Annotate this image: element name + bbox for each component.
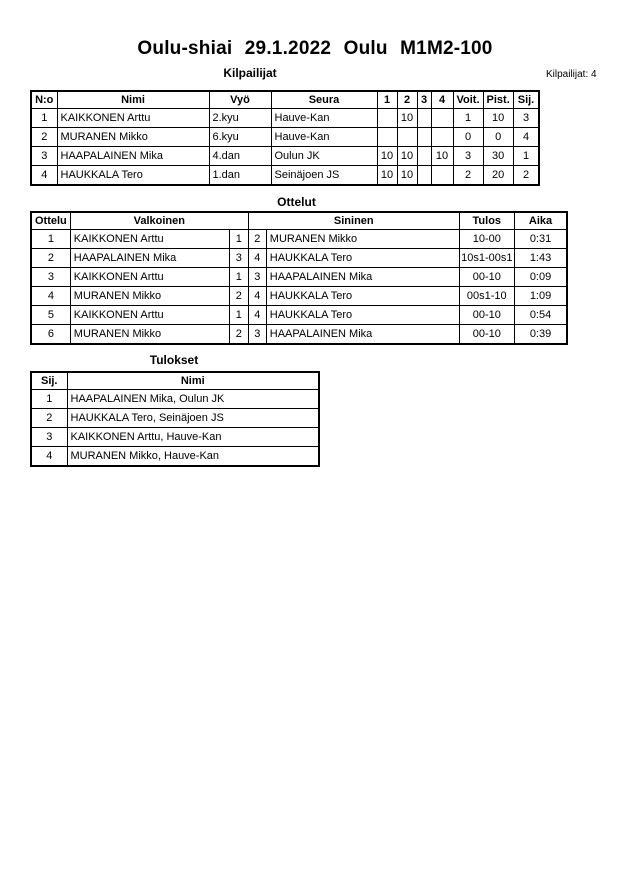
table-row xyxy=(31,166,539,186)
cell-voit: 1 xyxy=(453,109,483,128)
cell-sininen: HAAPALAINEN Mika xyxy=(266,268,459,287)
cell-aika: 0:31 xyxy=(514,230,567,249)
table-row xyxy=(31,268,567,287)
cell-1: 10 xyxy=(377,147,397,166)
cell-1 xyxy=(377,128,397,147)
cell-white-no: 1 xyxy=(229,230,248,249)
cell-aika: 0:39 xyxy=(514,325,567,345)
cell-tulos: 00-10 xyxy=(459,268,514,287)
cell-ottelu: 6 xyxy=(31,325,70,345)
cell-sininen: MURANEN Mikko xyxy=(266,230,459,249)
cell-sininen: HAUKKALA Tero xyxy=(266,306,459,325)
col-header-no: N:o xyxy=(31,91,57,109)
cell-valkoinen: KAIKKONEN Arttu xyxy=(70,230,229,249)
cell-nimi: KAIKKONEN Arttu xyxy=(57,109,209,128)
cell-4 xyxy=(431,109,453,128)
cell-tulos: 00-10 xyxy=(459,306,514,325)
cell-pist: 20 xyxy=(483,166,513,186)
cell-tulos: 00-10 xyxy=(459,325,514,345)
cell-aika: 0:09 xyxy=(514,268,567,287)
cell-sij: 1 xyxy=(513,147,539,166)
col-header-seura: Seura xyxy=(271,91,377,109)
cell-4 xyxy=(431,128,453,147)
col-header-2: 2 xyxy=(397,91,417,109)
cell-2 xyxy=(397,128,417,147)
cell-blue-no: 4 xyxy=(248,249,266,268)
page-title: Oulu-shiai 29.1.2022 Oulu M1M2-100 xyxy=(137,38,493,59)
cell-sij: 4 xyxy=(513,128,539,147)
table-row xyxy=(31,409,319,428)
cell-blue-no: 4 xyxy=(248,306,266,325)
cell-3 xyxy=(417,128,431,147)
cell-white-no: 1 xyxy=(229,268,248,287)
cell-ottelu: 2 xyxy=(31,249,70,268)
tulokset-table xyxy=(30,371,320,467)
cell-sij: 4 xyxy=(31,447,67,467)
cell-nimi: HAAPALAINEN Mika, Oulun JK xyxy=(67,390,319,409)
cell-white-no: 2 xyxy=(229,287,248,306)
cell-no: 2 xyxy=(31,128,57,147)
cell-2: 10 xyxy=(397,166,417,186)
cell-3 xyxy=(417,109,431,128)
table-row xyxy=(31,128,539,147)
cell-blue-no: 2 xyxy=(248,230,266,249)
cell-ottelu: 1 xyxy=(31,230,70,249)
cell-pist: 30 xyxy=(483,147,513,166)
cell-no: 3 xyxy=(31,147,57,166)
cell-1 xyxy=(377,109,397,128)
col-header-sij: Sij. xyxy=(31,372,67,390)
ottelut-heading: Ottelut xyxy=(277,195,316,209)
cell-sij: 2 xyxy=(513,166,539,186)
cell-sininen: HAUKKALA Tero xyxy=(266,249,459,268)
table-row xyxy=(31,428,319,447)
cell-vyo: 6.kyu xyxy=(209,128,271,147)
col-header-vyo: Vyö xyxy=(209,91,271,109)
cell-nimi: HAUKKALA Tero xyxy=(57,166,209,186)
cell-tulos: 10-00 xyxy=(459,230,514,249)
cell-tulos: 00s1-10 xyxy=(459,287,514,306)
cell-sininen: HAAPALAINEN Mika xyxy=(266,325,459,345)
cell-valkoinen: KAIKKONEN Arttu xyxy=(70,268,229,287)
cell-seura: Hauve-Kan xyxy=(271,128,377,147)
cell-aika: 1:09 xyxy=(514,287,567,306)
tulokset-heading: Tulokset xyxy=(149,353,199,367)
kilpailijat-heading: Kilpailijat xyxy=(223,66,277,80)
cell-sij: 2 xyxy=(31,409,67,428)
col-header-aika: Aika xyxy=(514,212,567,230)
table-row xyxy=(31,287,567,306)
cell-seura: Hauve-Kan xyxy=(271,109,377,128)
cell-blue-no: 3 xyxy=(248,268,266,287)
cell-vyo: 4.dan xyxy=(209,147,271,166)
cell-3 xyxy=(417,147,431,166)
cell-aika: 0:54 xyxy=(514,306,567,325)
col-header-nimi: Nimi xyxy=(57,91,209,109)
col-header-4: 4 xyxy=(431,91,453,109)
col-header-tulos: Tulos xyxy=(459,212,514,230)
cell-nimi: MURANEN Mikko xyxy=(57,128,209,147)
ottelut-table xyxy=(30,211,568,345)
cell-sij: 3 xyxy=(31,428,67,447)
cell-white-no: 2 xyxy=(229,325,248,345)
cell-2: 10 xyxy=(397,147,417,166)
cell-voit: 2 xyxy=(453,166,483,186)
table-row xyxy=(31,447,319,467)
cell-ottelu: 3 xyxy=(31,268,70,287)
table-header-row xyxy=(31,91,539,109)
cell-aika: 1:43 xyxy=(514,249,567,268)
cell-white-no: 3 xyxy=(229,249,248,268)
cell-blue-no: 4 xyxy=(248,287,266,306)
cell-valkoinen: KAIKKONEN Arttu xyxy=(70,306,229,325)
cell-white-no: 1 xyxy=(229,306,248,325)
cell-seura: Seinäjoen JS xyxy=(271,166,377,186)
table-row xyxy=(31,390,319,409)
cell-vyo: 2.kyu xyxy=(209,109,271,128)
col-header-valkoinen: Valkoinen xyxy=(70,212,248,230)
col-header-ottelu: Ottelu xyxy=(31,212,70,230)
cell-ottelu: 5 xyxy=(31,306,70,325)
cell-4 xyxy=(431,166,453,186)
col-header-voit: Voit. xyxy=(453,91,483,109)
cell-nimi: HAAPALAINEN Mika xyxy=(57,147,209,166)
table-row xyxy=(31,249,567,268)
cell-no: 4 xyxy=(31,166,57,186)
cell-vyo: 1.dan xyxy=(209,166,271,186)
cell-valkoinen: MURANEN Mikko xyxy=(70,325,229,345)
cell-voit: 0 xyxy=(453,128,483,147)
table-row xyxy=(31,230,567,249)
table-row xyxy=(31,147,539,166)
cell-ottelu: 4 xyxy=(31,287,70,306)
cell-sininen: HAUKKALA Tero xyxy=(266,287,459,306)
col-header-sininen: Sininen xyxy=(248,212,459,230)
cell-no: 1 xyxy=(31,109,57,128)
cell-voit: 3 xyxy=(453,147,483,166)
cell-blue-no: 3 xyxy=(248,325,266,345)
table-row xyxy=(31,325,567,345)
cell-nimi: HAUKKALA Tero, Seinäjoen JS xyxy=(67,409,319,428)
cell-3 xyxy=(417,166,431,186)
table-header-row xyxy=(31,372,319,390)
cell-nimi: MURANEN Mikko, Hauve-Kan xyxy=(67,447,319,467)
cell-1: 10 xyxy=(377,166,397,186)
cell-tulos: 10s1-00s1 xyxy=(459,249,514,268)
col-header-pist: Pist. xyxy=(483,91,513,109)
cell-pist: 0 xyxy=(483,128,513,147)
cell-valkoinen: MURANEN Mikko xyxy=(70,287,229,306)
cell-valkoinen: HAAPALAINEN Mika xyxy=(70,249,229,268)
cell-seura: Oulun JK xyxy=(271,147,377,166)
cell-sij: 1 xyxy=(31,390,67,409)
cell-2: 10 xyxy=(397,109,417,128)
cell-pist: 10 xyxy=(483,109,513,128)
table-row xyxy=(31,109,539,128)
table-row xyxy=(31,306,567,325)
kilpailijat-table xyxy=(30,90,540,186)
col-header-1: 1 xyxy=(377,91,397,109)
cell-sij: 3 xyxy=(513,109,539,128)
col-header-nimi: Nimi xyxy=(67,372,319,390)
col-header-sij: Sij. xyxy=(513,91,539,109)
cell-nimi: KAIKKONEN Arttu, Hauve-Kan xyxy=(67,428,319,447)
table-header-row xyxy=(31,212,567,230)
col-header-3: 3 xyxy=(417,91,431,109)
competitors-count-label: Kilpailijat: 4 xyxy=(546,69,597,80)
cell-4: 10 xyxy=(431,147,453,166)
